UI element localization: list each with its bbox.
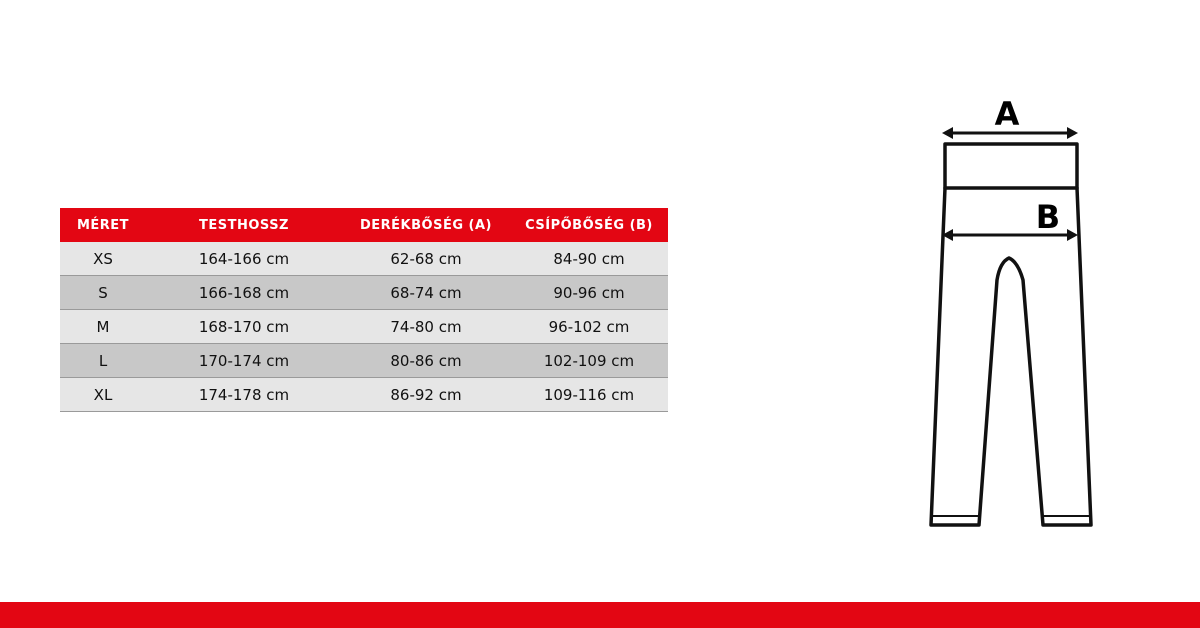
table-header-row (60, 208, 668, 242)
hip-cell: 84-90 cm (510, 242, 668, 276)
table-row (60, 344, 668, 378)
table-row (60, 378, 668, 412)
waist-cell: 80-86 cm (342, 344, 510, 378)
height-cell: 164-166 cm (146, 242, 342, 276)
size-cell: M (60, 310, 146, 344)
height-cell: 166-168 cm (146, 276, 342, 310)
label-b: B (1035, 198, 1061, 236)
waist-cell: 86-92 cm (342, 378, 510, 412)
header-hip: CSÍPŐBŐSÉG (B) (510, 208, 668, 242)
size-cell: S (60, 276, 146, 310)
size-cell: XL (60, 378, 146, 412)
header-size: MÉRET (60, 208, 146, 242)
bottom-accent-bar (0, 602, 1200, 628)
table-row (60, 276, 668, 310)
waist-cell: 62-68 cm (342, 242, 510, 276)
hip-cell: 109-116 cm (510, 378, 668, 412)
hip-cell: 102-109 cm (510, 344, 668, 378)
header-waist: DERÉKBŐSÉG (A) (342, 208, 510, 242)
waist-cell: 68-74 cm (342, 276, 510, 310)
size-cell: L (60, 344, 146, 378)
leggings-measurement-diagram (900, 80, 1120, 540)
height-cell: 170-174 cm (146, 344, 342, 378)
table-row (60, 310, 668, 344)
table-row (60, 242, 668, 276)
header-body-height: TESTHOSSZ (146, 208, 342, 242)
hip-cell: 90-96 cm (510, 276, 668, 310)
label-a: A (994, 95, 1020, 133)
leggings-outline (931, 144, 1091, 525)
size-chart-table (60, 208, 668, 412)
waist-cell: 74-80 cm (342, 310, 510, 344)
height-cell: 168-170 cm (146, 310, 342, 344)
size-cell: XS (60, 242, 146, 276)
height-cell: 174-178 cm (146, 378, 342, 412)
hip-cell: 96-102 cm (510, 310, 668, 344)
